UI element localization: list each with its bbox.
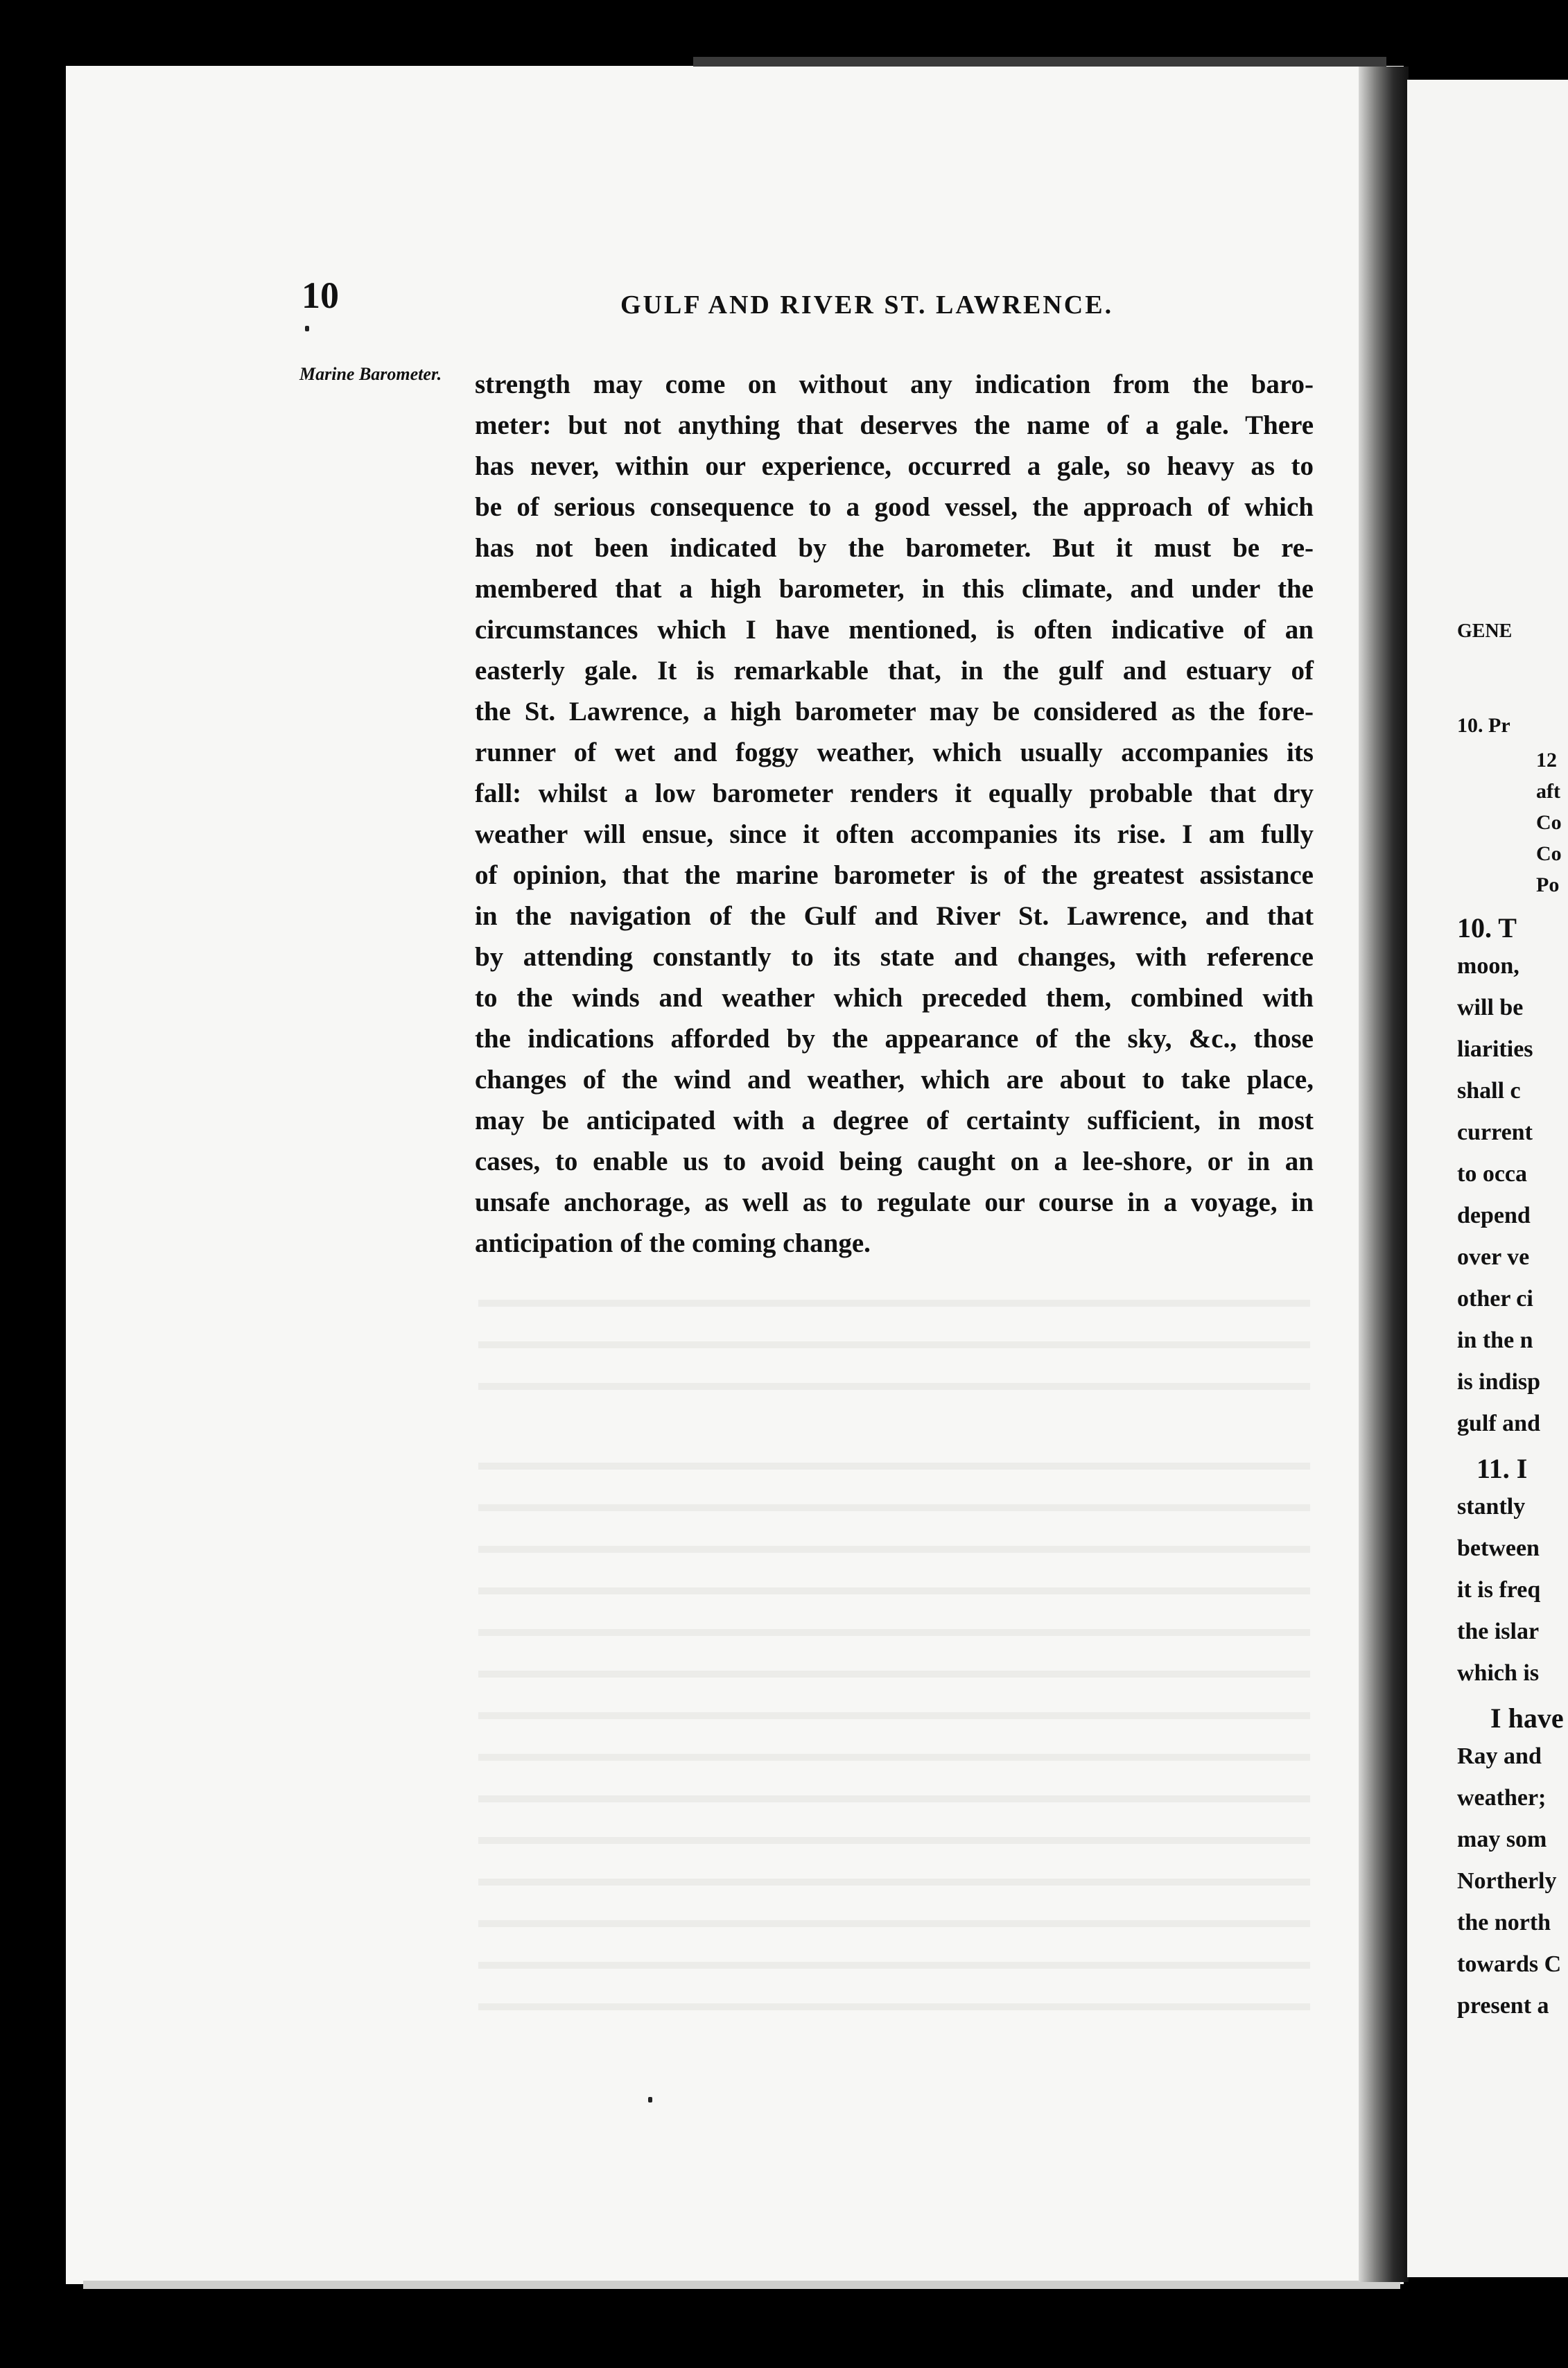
facing-line: Ray and — [1457, 1743, 1542, 1769]
facing-line: Po — [1536, 873, 1560, 896]
text-line: to the winds and weather which preceded them, combined with — [475, 983, 1314, 1013]
text-line: cases, to enable us to avoid being caught on a lee-shore, or in an — [475, 1147, 1314, 1176]
facing-line: the islar — [1457, 1619, 1540, 1644]
show-through — [478, 1795, 1310, 1802]
facing-line: current — [1457, 1120, 1533, 1145]
facing-page — [1407, 80, 1568, 2277]
text-line: meter: but not anything that deserves the name of a gale. There — [475, 410, 1314, 440]
facing-line: in the n — [1457, 1327, 1533, 1353]
text-line: fall: whilst a low barometer renders it equally probable that dry — [475, 778, 1314, 808]
text-line: anticipation of the coming change. — [475, 1228, 871, 1258]
text-line: has not been indicated by the barometer. But it must be re- — [475, 533, 1314, 563]
bottom-edge — [83, 2281, 1400, 2289]
facing-line: towards C — [1457, 1951, 1562, 1977]
facing-line: Co — [1536, 811, 1562, 834]
text-line: unsafe anchorage, as well as to regulate our course in a voyage, in — [475, 1187, 1314, 1217]
text-line: weather will ensue, since it often accompanies its rise. I am fully — [475, 819, 1314, 849]
text-line: may be anticipated with a degree of certainty sufficient, in most — [475, 1106, 1314, 1135]
facing-line: liarities — [1457, 1036, 1533, 1062]
facing-line: will be — [1457, 995, 1524, 1020]
show-through — [478, 1712, 1310, 1719]
facing-line: I have — [1490, 1703, 1564, 1734]
facing-line: is indisp — [1457, 1369, 1541, 1395]
show-through — [478, 1383, 1310, 1390]
text-line: the indications afforded by the appearance of the sky, &c., those — [475, 1024, 1314, 1054]
facing-line: 10. T — [1457, 912, 1517, 943]
text-line: changes of the wind and weather, which are about to take place, — [475, 1065, 1314, 1095]
show-through — [478, 1300, 1310, 1307]
show-through — [478, 1920, 1310, 1927]
facing-line: other ci — [1457, 1286, 1533, 1312]
top-shadow — [693, 57, 1386, 67]
text-line: runner of wet and foggy weather, which usually accompanies its — [475, 738, 1314, 767]
facing-line: it is freq — [1457, 1577, 1541, 1603]
facing-line: between — [1457, 1535, 1540, 1561]
facing-line: which is — [1457, 1660, 1540, 1686]
facing-line: may som — [1457, 1827, 1547, 1852]
facing-line: to occa — [1457, 1161, 1528, 1187]
text-line: membered that a high barometer, in this climate, and under the — [475, 574, 1314, 604]
text-line: in the navigation of the Gulf and River St. Lawrence, and that — [475, 901, 1314, 931]
show-through — [478, 1629, 1310, 1636]
text-line: has never, within our experience, occurred a gale, so heavy as to — [475, 451, 1314, 481]
show-through — [478, 1754, 1310, 1761]
facing-line: depend — [1457, 1203, 1531, 1228]
facing-line: weather; — [1457, 1785, 1547, 1811]
show-through — [478, 1587, 1310, 1594]
facing-line: 12 — [1536, 749, 1557, 772]
text-line: by attending constantly to its state and changes, with reference — [475, 942, 1314, 972]
show-through — [478, 1546, 1310, 1553]
running-head: GULF AND RIVER ST. LAWRENCE. — [620, 290, 1114, 320]
show-through — [478, 1879, 1310, 1886]
page-number: 10 — [302, 275, 339, 316]
show-through — [478, 1463, 1310, 1470]
show-through — [478, 1341, 1310, 1348]
text-line: be of serious consequence to a good vessel, the approach of which — [475, 492, 1314, 522]
show-through — [478, 1504, 1310, 1511]
facing-line: over ve — [1457, 1244, 1530, 1270]
facing-line: aft — [1536, 780, 1560, 803]
book-gutter — [1359, 67, 1409, 2282]
ink-speck — [305, 326, 309, 331]
text-line: strength may come on without any indication from the baro- — [475, 369, 1314, 399]
facing-line: Co — [1536, 842, 1562, 865]
text-line: of opinion, that the marine barometer is of the greatest assistance — [475, 860, 1314, 890]
show-through — [478, 1962, 1310, 1969]
marginal-note: Marine Barometer. — [299, 364, 442, 384]
facing-line: shall c — [1457, 1078, 1521, 1104]
facing-line: 10. Pr — [1457, 714, 1510, 737]
facing-line: the north — [1457, 1910, 1551, 1935]
facing-line: GENE — [1457, 620, 1513, 642]
text-line: circumstances which I have mentioned, is often indicative of an — [475, 615, 1314, 645]
facing-line: 11. I — [1476, 1453, 1528, 1484]
show-through — [478, 1671, 1310, 1678]
facing-line: present a — [1457, 1993, 1549, 2019]
text-line: the St. Lawrence, a high barometer may be considered as the fore- — [475, 697, 1314, 726]
show-through — [478, 1837, 1310, 1844]
facing-line: gulf and — [1457, 1411, 1540, 1436]
facing-line: stantly — [1457, 1494, 1526, 1520]
show-through — [478, 2003, 1310, 2010]
facing-line: Northerly — [1457, 1868, 1557, 1894]
facing-line: moon, — [1457, 953, 1519, 979]
text-line: easterly gale. It is remarkable that, in the gulf and estuary of — [475, 656, 1314, 686]
ink-speck — [648, 2097, 652, 2103]
